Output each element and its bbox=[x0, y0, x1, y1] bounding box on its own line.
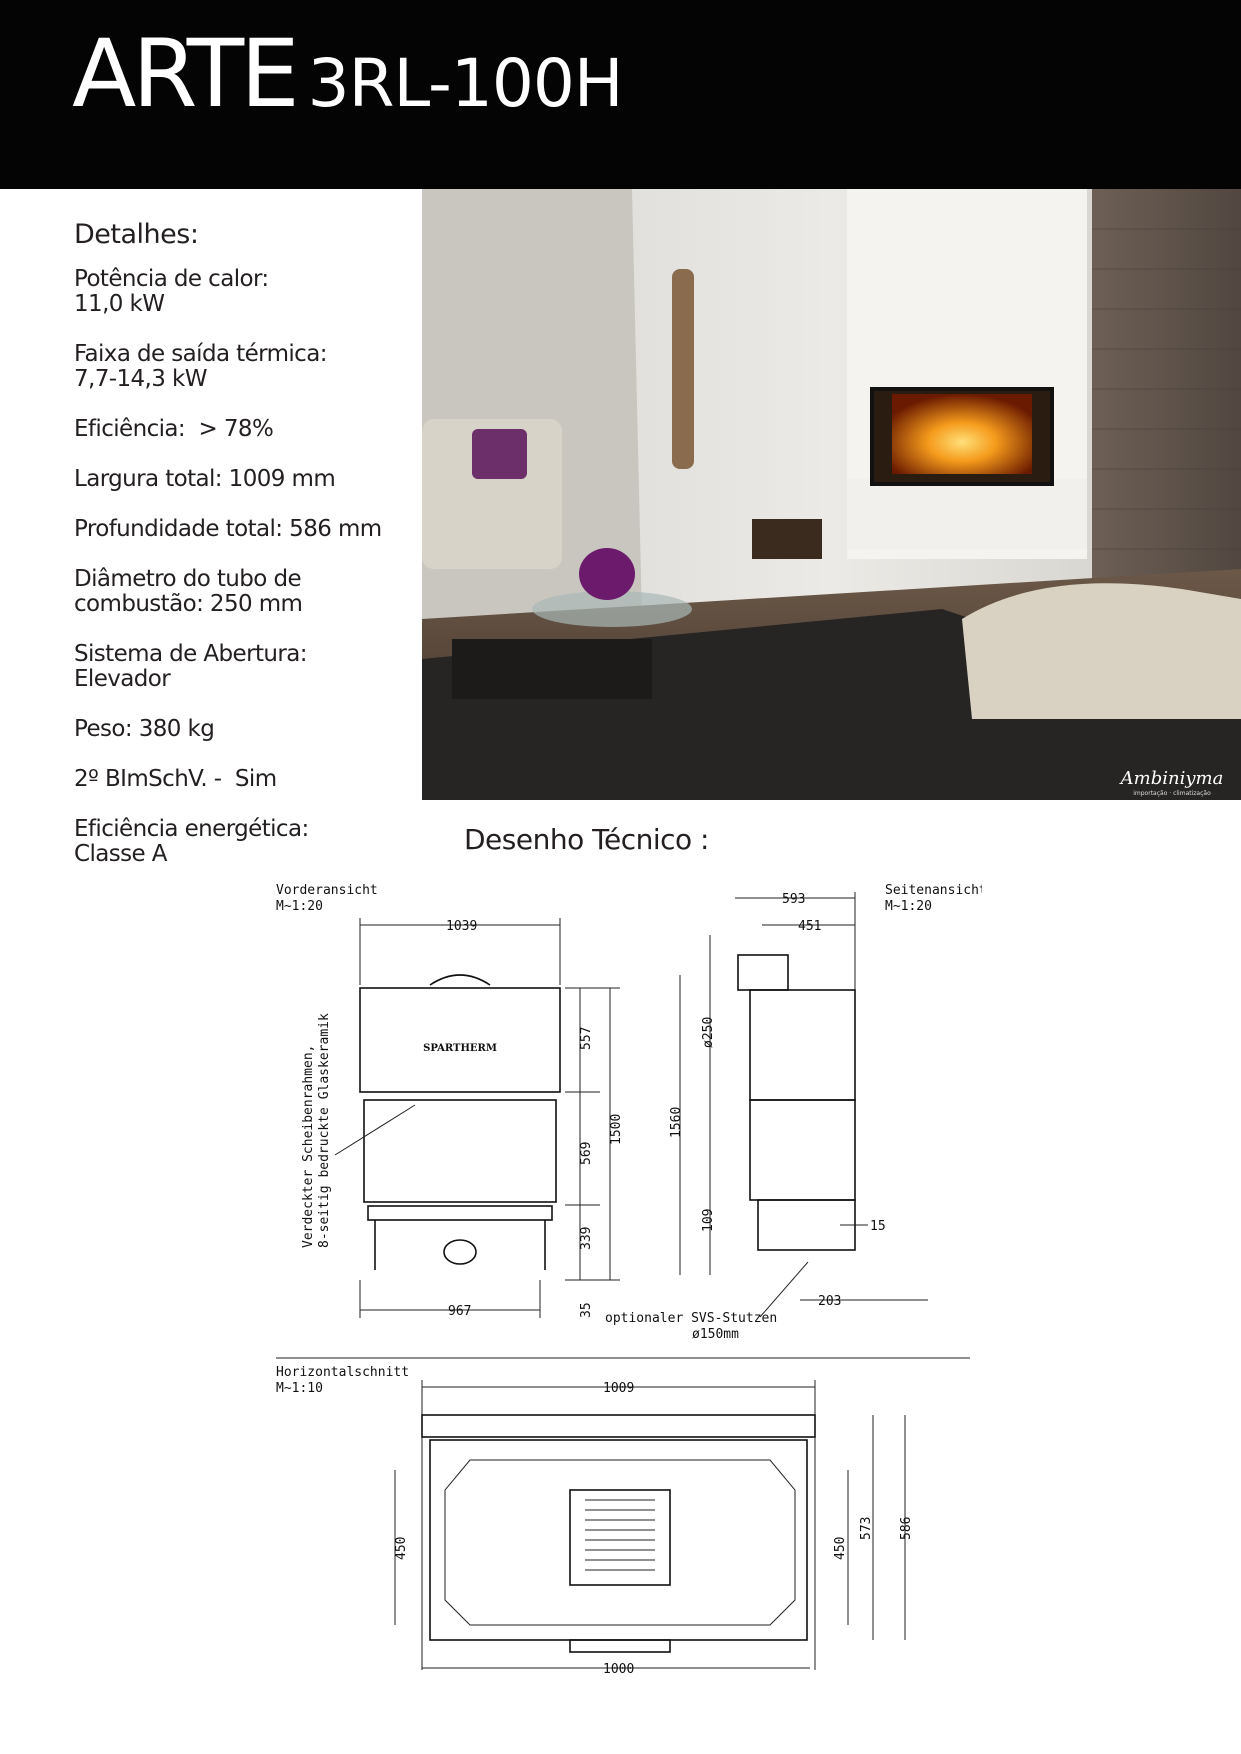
plan-view-scale: M~1:10 bbox=[276, 1381, 323, 1396]
spec-value: Sim bbox=[234, 766, 277, 792]
dim-width-front: 1039 bbox=[446, 919, 478, 934]
front-top-panel bbox=[360, 988, 560, 1092]
front-glass bbox=[364, 1100, 556, 1202]
spec-value: Classe A bbox=[74, 841, 167, 867]
details-panel bbox=[74, 219, 414, 892]
spec-value: 380 kg bbox=[138, 716, 215, 742]
side-view-label: Seitenansicht bbox=[885, 883, 982, 898]
dim-flue: ø250 bbox=[701, 1016, 716, 1048]
spec-output-range bbox=[74, 342, 414, 392]
dim-depth-side: 593 bbox=[782, 892, 806, 907]
dim-plan-glass-width: 1000 bbox=[603, 1662, 635, 1677]
dim-plan-depth-573: 573 bbox=[859, 1516, 874, 1540]
spec-opening-system bbox=[74, 642, 414, 692]
dim-plan-width: 1009 bbox=[603, 1381, 635, 1396]
spec-weight bbox=[74, 717, 414, 742]
spec-label: Profundidade total: bbox=[74, 516, 283, 542]
header-bar bbox=[0, 0, 1241, 189]
dim-base-front: 967 bbox=[448, 1304, 472, 1319]
plan-view-label: Horizontalschnitt bbox=[276, 1365, 410, 1380]
spec-value: 7,7-14,3 kW bbox=[74, 366, 207, 392]
title-model: 3RL-100H bbox=[307, 45, 623, 122]
front-view-scale: M~1:20 bbox=[276, 899, 323, 914]
side-view-scale: M~1:20 bbox=[885, 899, 932, 914]
drawing-heading: Desenho Técnico : bbox=[464, 823, 709, 856]
details-heading: Detalhes: bbox=[74, 219, 199, 250]
spec-label: Eficiência: bbox=[74, 416, 186, 442]
dim-height-total-front: 1500 bbox=[609, 1113, 624, 1145]
spec-label: Eficiência energética: bbox=[74, 816, 309, 842]
spec-label: Faixa de saída térmica: bbox=[74, 341, 327, 367]
spec-energy-class bbox=[74, 817, 414, 867]
watermark-sub: importação · climatização bbox=[1133, 790, 1211, 797]
dim-height-top: 557 bbox=[579, 1026, 594, 1050]
fireplace-photo bbox=[422, 189, 1241, 800]
spec-value: 586 mm bbox=[289, 516, 382, 542]
spec-power bbox=[74, 267, 414, 317]
technical-drawing-svg bbox=[262, 872, 982, 1692]
dim-height-glass: 569 bbox=[579, 1141, 594, 1165]
dim-height-base: 339 bbox=[579, 1226, 594, 1250]
spec-label: Potência de calor: bbox=[74, 266, 269, 292]
spec-value: Elevador bbox=[74, 666, 171, 692]
side-note-1: optionaler SVS-Stutzen bbox=[605, 1311, 778, 1326]
grate-slots bbox=[585, 1500, 655, 1570]
dim-plan-depth-total: 586 bbox=[899, 1516, 914, 1540]
living-room-image bbox=[422, 189, 1241, 800]
page-title bbox=[72, 20, 623, 129]
spec-depth bbox=[74, 517, 414, 542]
dim-side-rear: 203 bbox=[818, 1294, 842, 1309]
spec-efficiency bbox=[74, 417, 414, 442]
spec-label: Peso: bbox=[74, 716, 133, 742]
plan-firebox bbox=[445, 1460, 795, 1625]
dim-height-total-side: 1560 bbox=[669, 1106, 684, 1138]
spec-label: 2º BImSchV. - bbox=[74, 766, 222, 792]
side-glass bbox=[750, 1100, 855, 1200]
spec-value: combustão: 250 mm bbox=[74, 591, 303, 617]
spec-width bbox=[74, 467, 414, 492]
dim-depth-inner: 451 bbox=[798, 919, 822, 934]
dim-side-offset: 15 bbox=[870, 1219, 886, 1234]
spec-label: Sistema de Abertura: bbox=[74, 641, 307, 667]
dim-plan-depth-right: 450 bbox=[833, 1536, 848, 1560]
brand-logo: SPARTHERM bbox=[423, 1043, 497, 1054]
spec-value: > 78% bbox=[198, 416, 274, 442]
spec-label: Diâmetro do tubo de bbox=[74, 566, 302, 592]
technical-drawing bbox=[262, 872, 982, 1692]
plan-rear-frame bbox=[422, 1415, 815, 1437]
spec-value: 1009 mm bbox=[228, 466, 336, 492]
front-note-1: Verdeckter Scheibenrahmen, bbox=[301, 1044, 316, 1248]
front-view-label: Vorderansicht bbox=[276, 883, 378, 898]
dim-plan-depth-left: 450 bbox=[394, 1536, 409, 1560]
plan-grate bbox=[570, 1490, 670, 1585]
spec-label: Largura total: bbox=[74, 466, 222, 492]
watermark-logo: Ambiniyma bbox=[1120, 768, 1224, 789]
dim-side-base: 109 bbox=[701, 1208, 716, 1232]
side-top-panel bbox=[750, 990, 855, 1100]
spec-bimschv bbox=[74, 767, 414, 792]
spec-flue-diameter bbox=[74, 567, 414, 617]
title-name: ARTE bbox=[72, 20, 296, 129]
front-note-2: 8-seitig bedruckte Glaskeramik bbox=[317, 1013, 332, 1248]
lift-handle bbox=[430, 975, 490, 985]
dim-foot: 35 bbox=[579, 1302, 594, 1318]
spec-value: 11,0 kW bbox=[74, 291, 165, 317]
side-note-2: ø150mm bbox=[692, 1327, 739, 1342]
